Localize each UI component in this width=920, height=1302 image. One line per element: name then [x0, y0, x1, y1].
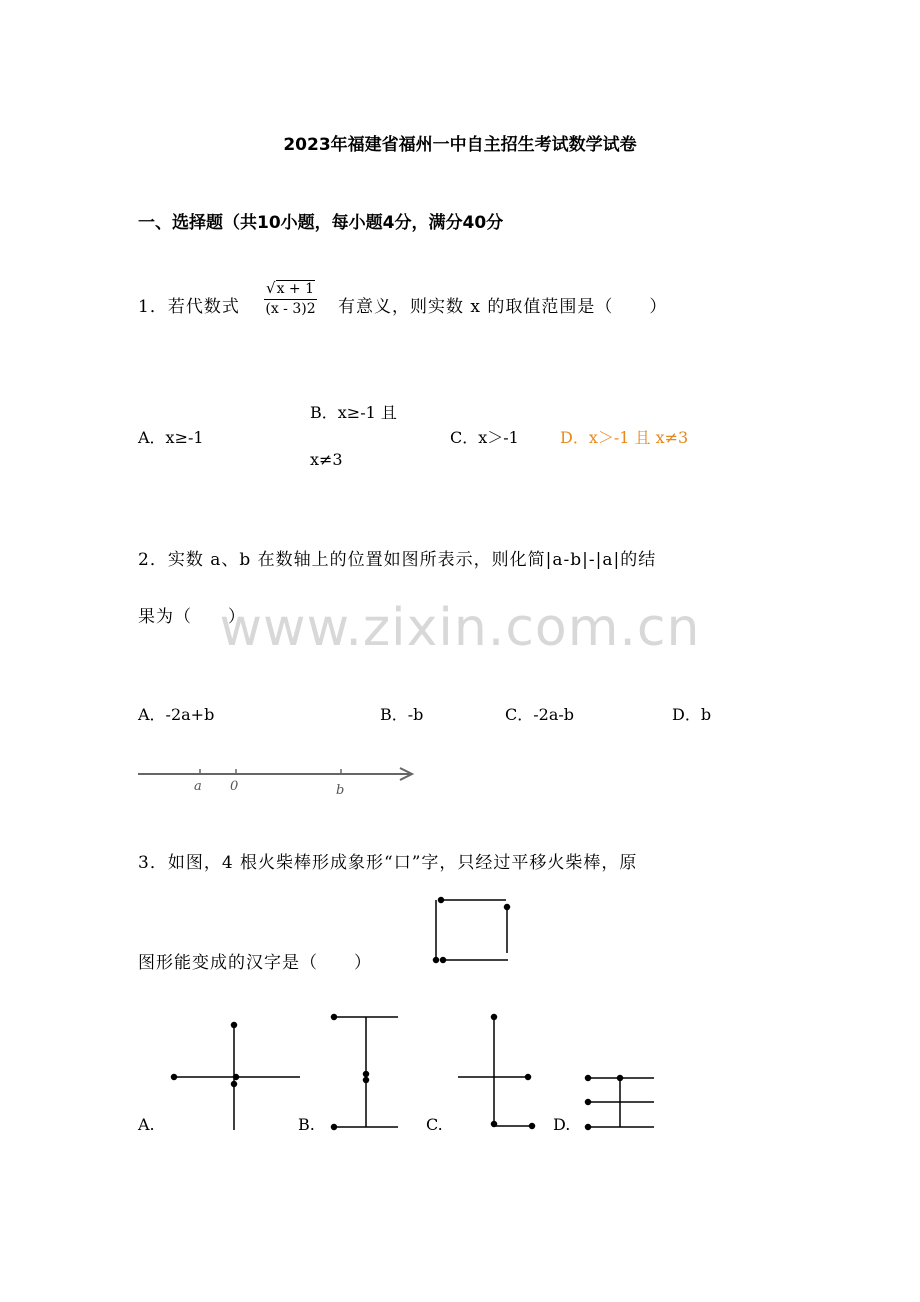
page-title: 2023年福建省福州一中自主招生考试数学试卷: [283, 135, 637, 155]
q1-option-d: D．x＞-1 且 x≠3: [560, 428, 689, 447]
q1-option-a: A．x≥-1: [138, 428, 204, 447]
question-3-line-1: 3．如图，4 根火柴棒形成象形“口”字，只经过平移火柴棒，原: [138, 853, 638, 873]
question-1-fraction: $\frac{√x + 1}{(x - 3)2}$: [265, 279, 316, 318]
q3-figure-a: [166, 1015, 306, 1135]
q2-option-b: B．-b: [380, 705, 424, 724]
question-1-prefix: 1．若代数式: [138, 297, 240, 317]
q3-figure-d: [582, 1068, 658, 1134]
q3-figure-c: [452, 1008, 542, 1133]
label-0: 0: [230, 779, 239, 794]
label-a: a: [194, 779, 202, 794]
fraction-denominator: (x - 3)2: [265, 301, 316, 318]
number-line: [130, 760, 430, 802]
fraction-numerator: x + 1: [276, 281, 314, 297]
q2-option-c: C．-2a-b: [505, 705, 575, 724]
q2-option-a: A．-2a+b: [138, 705, 215, 724]
matchstick-square-figure: [428, 893, 514, 967]
q3-option-a: A.: [138, 1115, 155, 1134]
question-2-line-2: 果为（ ）: [138, 607, 246, 627]
question-3-line-2: 图形能变成的汉字是（ ）: [138, 953, 372, 973]
q3-option-b: B.: [298, 1115, 315, 1134]
q1-option-b-cont: x≠3: [310, 450, 343, 469]
q3-figure-b: [326, 1008, 404, 1133]
question-2-line-1: 2．实数 a、b 在数轴上的位置如图所表示，则化简|a-b|-|a|的结: [138, 550, 657, 570]
question-1-suffix: 有意义，则实数 x 的取值范围是（ ）: [338, 297, 668, 317]
q2-option-d: D．b: [672, 705, 712, 724]
q3-option-d: D.: [553, 1115, 571, 1134]
label-b: b: [336, 783, 345, 798]
watermark: www.zixin.com.cn: [219, 598, 701, 658]
q3-option-c: C.: [426, 1115, 443, 1134]
q1-option-b: B．x≥-1 且: [310, 403, 397, 422]
section-heading: 一、选择题（共10小题，每小题4分，满分40分: [138, 213, 504, 233]
q1-option-c: C．x＞-1: [450, 428, 519, 447]
